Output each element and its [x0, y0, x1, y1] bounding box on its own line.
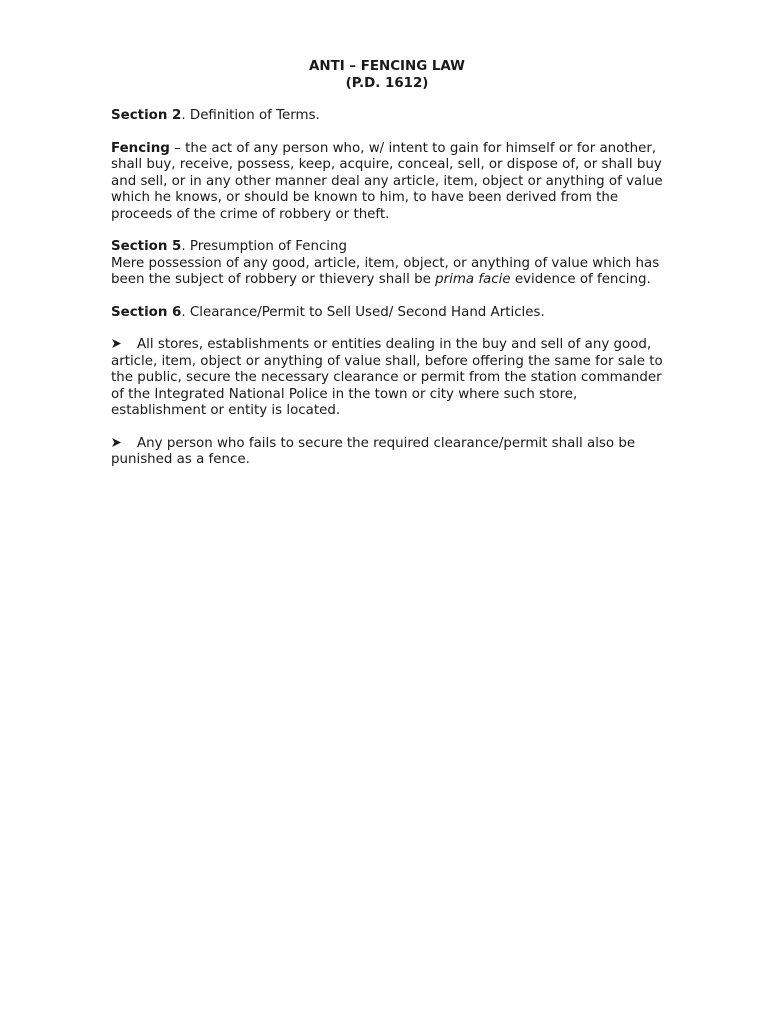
bullet-text: Any person who fails to secure the required clearance/permit shall also be punished as a fence. — [111, 435, 636, 467]
arrowhead-icon — [111, 337, 137, 354]
bullet-text: All stores, establishments or entities dealing in the buy and sell of any good, article, item, object or anything of value shall, before offering the same for sale to the public, secure the necessary clearance or permit from the station commander of the Integrated National Police in the town or city where such store, establishment or entity is located. — [111, 337, 663, 418]
bullet-item — [111, 436, 663, 469]
section-5-heading: . Presumption of Fencing — [181, 239, 348, 254]
section-2-text: . Definition of Terms. — [181, 108, 320, 123]
section-5-body-italic: prima facie — [435, 272, 511, 287]
bullet-item — [111, 337, 663, 420]
section-6-text: . Clearance/Permit to Sell Used/ Second Hand Articles. — [181, 304, 545, 320]
section-6-label: Section 6 — [111, 304, 182, 320]
document-title: ANTI – FENCING LAW — [309, 59, 465, 74]
section-5-body-before: Mere possession of any good, article, item, object, or anything of value which has been the subject of robbery or thievery shall be — [111, 255, 660, 287]
fencing-term: Fencing — [111, 140, 170, 156]
document-subtitle: (P.D. 1612) — [345, 75, 429, 91]
section-5 — [111, 239, 663, 289]
document-page — [111, 59, 663, 485]
arrowhead-icon — [111, 436, 137, 453]
section-2-heading — [111, 108, 663, 125]
fencing-definition-text: – the act of any person who, w/ intent to gain for himself or for another, shall buy, receive, possess, keep, acquire, conceal, sell, or dispose of, or shall buy and sell, or in any other manner deal any article, item, object or anything of value which he knows, or should be known to him, to have been derived from the proceeds of the crime of robbery or theft. — [111, 140, 663, 222]
section-5-label: Section 5 — [111, 239, 182, 254]
fencing-definition — [111, 141, 663, 224]
section-5-body-after: evidence of fencing. — [510, 272, 651, 287]
section-6-heading — [111, 305, 663, 322]
section-2-label: Section 2 — [111, 108, 182, 123]
document-header — [111, 59, 663, 92]
